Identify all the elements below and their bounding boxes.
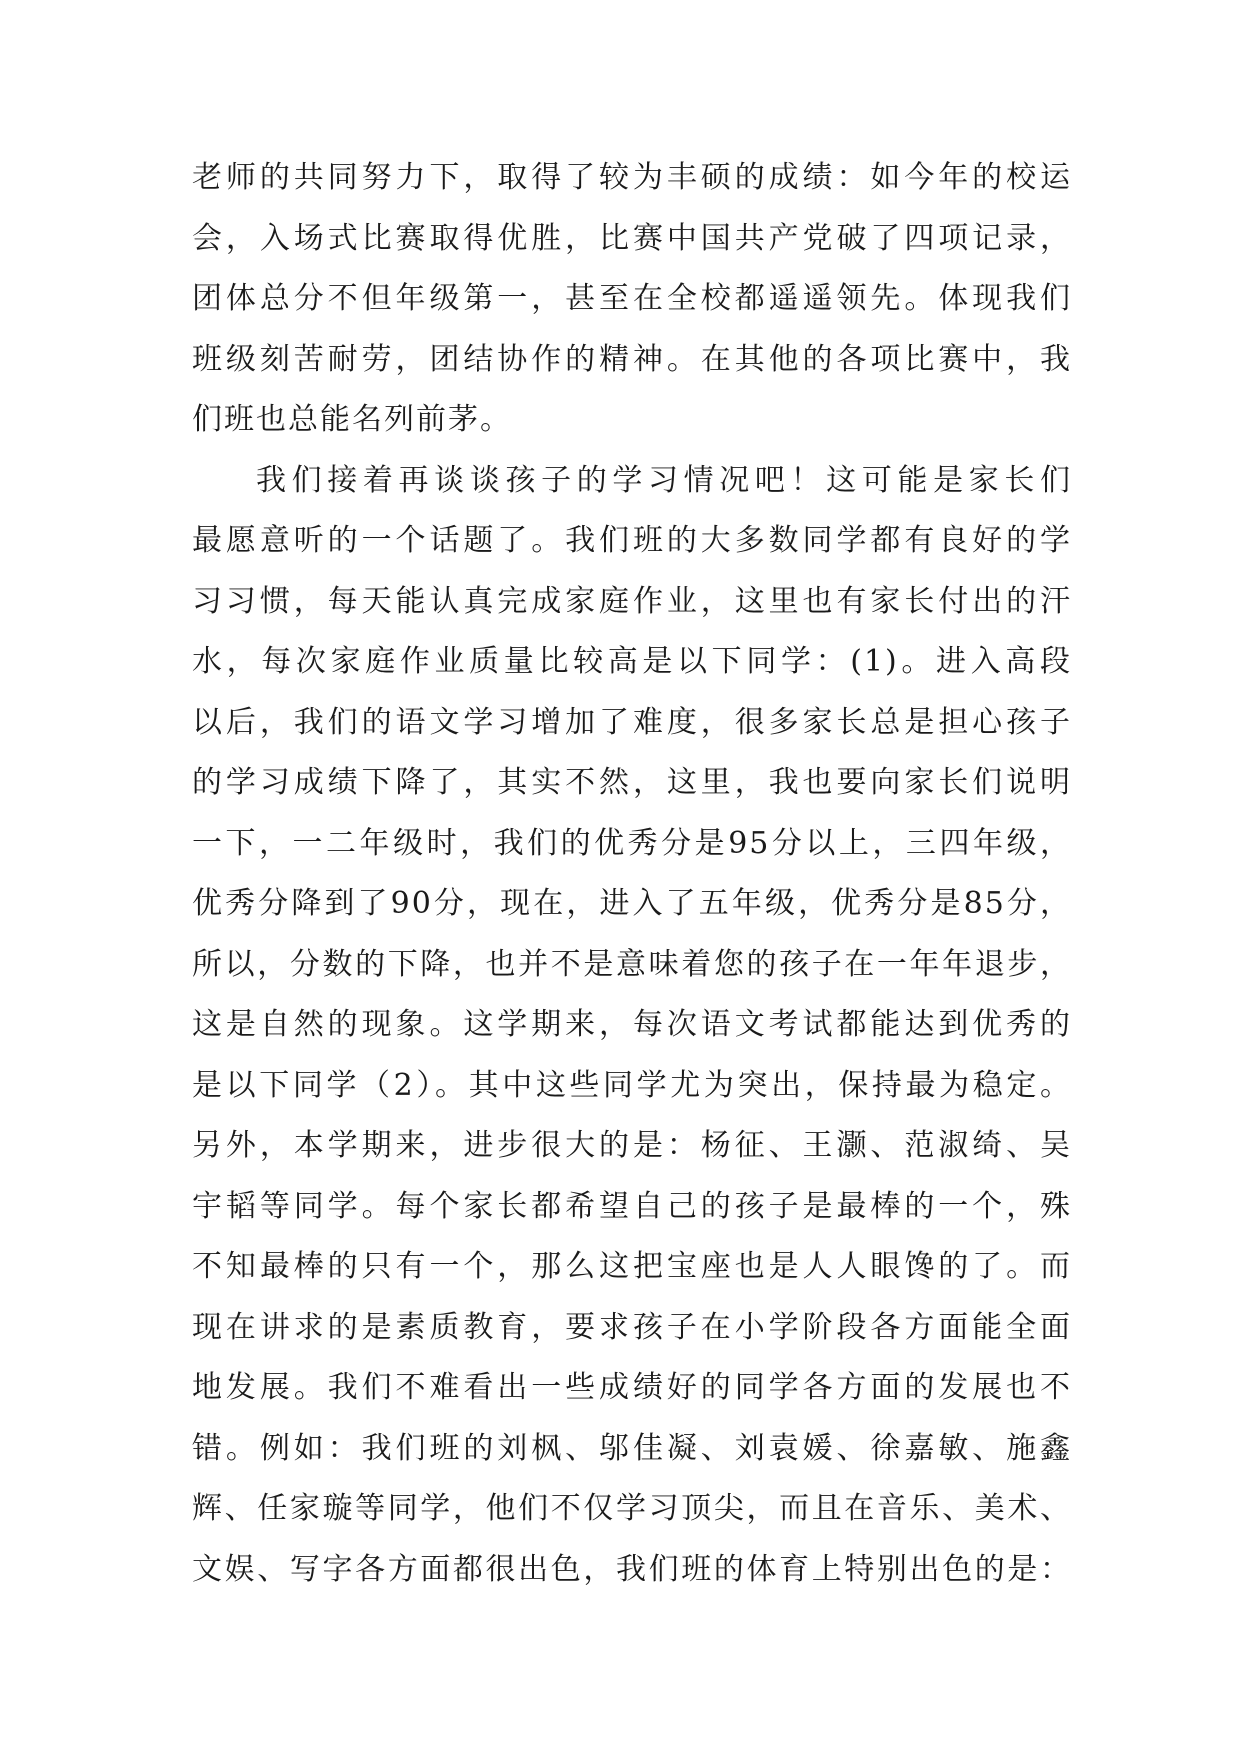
text-line: 以后，我们的语文学习增加了难度，很多家长总是担心孩子 — [192, 704, 1072, 740]
text-line: 班级刻苦耐劳，团结协作的精神。在其他的各项比赛中，我 — [192, 341, 1072, 377]
text-line: 团体总分不但年级第一，甚至在全校都遥遥领先。体现我们 — [192, 281, 1072, 316]
paragraph-first-line: 我们接着再谈谈孩子的学习情况吧！这可能是家长们 — [256, 462, 1072, 498]
text-line: 所以，分数的下降，也并不是意味着您的孩子在一年年退步， — [192, 946, 1072, 982]
text-line: 这是自然的现象。这学期来，每次语文考试都能达到优秀的 — [192, 1007, 1072, 1042]
text-line: 错。例如：我们班的刘枫、邬佳凝、刘袁媛、徐嘉敏、施鑫 — [192, 1430, 1072, 1466]
text-line: 习习惯，每天能认真完成家庭作业，这里也有家长付出的汗 — [192, 583, 1072, 619]
text-line: 们班也总能名列前茅。 — [192, 402, 512, 437]
text-line: 现在讲求的是素质教育，要求孩子在小学阶段各方面能全面 — [192, 1309, 1072, 1345]
text-line: 是以下同学（2）。其中这些同学尤为突出，保持最为稳定。 — [192, 1067, 1072, 1103]
text-line: 的学习成绩下降了，其实不然，这里，我也要向家长们说明 — [192, 765, 1072, 800]
body-text — [192, 148, 1072, 1600]
text-line: 一下，一二年级时，我们的优秀分是95分以上，三四年级， — [192, 825, 1072, 861]
text-line: 不知最棒的只有一个，那么这把宝座也是人人眼馋的了。而 — [192, 1249, 1072, 1284]
text-line: 另外，本学期来，进步很大的是：杨征、王灏、范淑绮、吴 — [192, 1128, 1072, 1163]
text-line: 老师的共同努力下，取得了较为丰硕的成绩：如今年的校运 — [192, 160, 1072, 195]
text-line: 优秀分降到了90分，现在，进入了五年级，优秀分是85分， — [192, 886, 1072, 921]
text-line: 水，每次家庭作业质量比较高是以下同学：(1)。进入高段 — [192, 644, 1072, 679]
text-line: 会，入场式比赛取得优胜，比赛中国共产党破了四项记录， — [192, 220, 1072, 256]
text-line: 辉、任家璇等同学，他们不仅学习顶尖，而且在音乐、美术、 — [192, 1491, 1072, 1526]
text-line: 文娱、写字各方面都很出色，我们班的体育上特别出色的是： — [192, 1551, 1072, 1587]
text-line: 最愿意听的一个话题了。我们班的大多数同学都有良好的学 — [192, 523, 1072, 558]
text-line: 地发展。我们不难看出一些成绩好的同学各方面的发展也不 — [192, 1370, 1072, 1405]
text-line: 宇韬等同学。每个家长都希望自己的孩子是最棒的一个，殊 — [192, 1188, 1072, 1224]
